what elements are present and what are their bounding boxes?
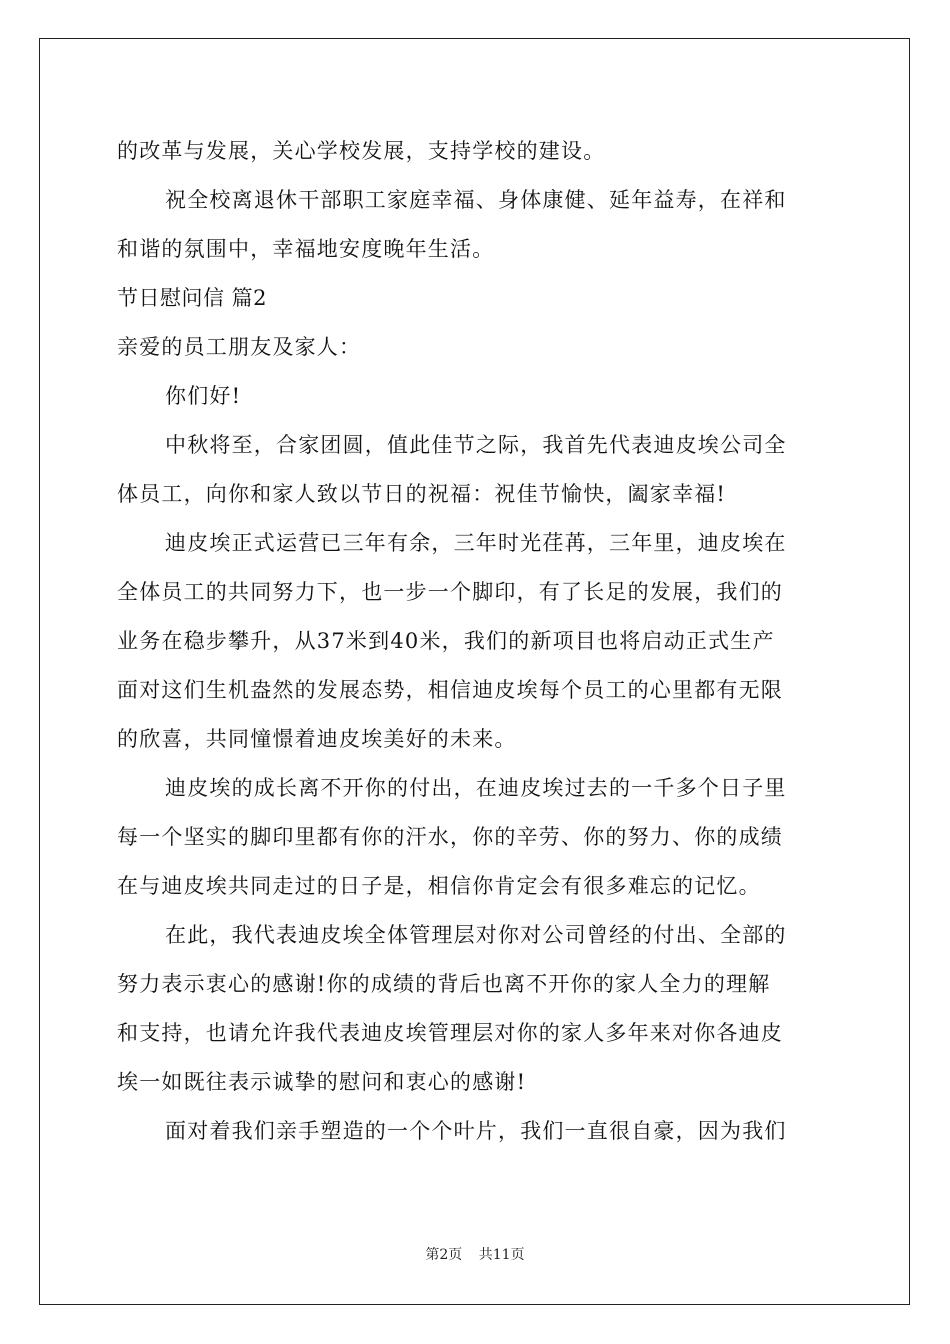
text-line: 迪皮埃正式运营已三年有余，三年时光荏苒，三年里，迪皮埃在 (165, 531, 787, 555)
text-line: 和支持，也请允许我代表迪皮埃管理层对你的家人多年来对你各迪皮 (117, 1021, 783, 1045)
text-line: 努力表示衷心的感谢!你的成绩的背后也离不开你的家人全力的理解 (117, 972, 771, 996)
text-line: 全体员工的共同努力下，也一步一个脚印，有了长足的发展，我们的 (117, 580, 783, 604)
text-line: 每一个坚实的脚印里都有你的汗水，你的辛劳、你的努力、你的成绩 (117, 825, 783, 849)
text-line: 和谐的氛围中，幸福地安度晚年生活。 (117, 237, 495, 261)
text-line: 面对着我们亲手塑造的一个个叶片，我们一直很自豪，因为我们 (165, 1119, 787, 1143)
section-heading: 节日慰问信 篇2 (117, 286, 268, 310)
text-line: 埃一如既往表示诚挚的慰问和衷心的感谢! (117, 1070, 527, 1094)
document-body (117, 127, 833, 1156)
page-number: 第2页 (425, 1247, 463, 1263)
greeting: 你们好! (165, 384, 242, 408)
page-total: 共11页 (478, 1247, 525, 1263)
text-line: 的改革与发展，关心学校发展，支持学校的建设。 (117, 139, 606, 163)
salutation: 亲爱的员工朋友及家人： (117, 335, 362, 359)
text-line: 祝全校离退休干部职工家庭幸福、身体康健、延年益寿，在祥和 (165, 188, 787, 212)
text-line: 在与迪皮埃共同走过的日子是，相信你肯定会有很多难忘的记忆。 (117, 874, 761, 898)
text-line: 面对这们生机盎然的发展态势，相信迪皮埃每个员工的心里都有无限 (117, 678, 783, 702)
text-line: 体员工，向你和家人致以节日的祝福：祝佳节愉快，阖家幸福! (117, 482, 727, 506)
text-line: 的欣喜，共同憧憬着迪皮埃美好的未来。 (117, 727, 517, 751)
text-line: 中秋将至，合家团圆，值此佳节之际，我首先代表迪皮埃公司全 (165, 433, 787, 457)
text-line: 在此，我代表迪皮埃全体管理层对你对公司曾经的付出、全部的 (165, 923, 787, 947)
page-footer (0, 1244, 950, 1264)
text-line: 业务在稳步攀升，从37米到40米，我们的新项目也将启动正式生产 (117, 629, 775, 653)
text-line: 迪皮埃的成长离不开你的付出，在迪皮埃过去的一千多个日子里 (165, 776, 787, 800)
